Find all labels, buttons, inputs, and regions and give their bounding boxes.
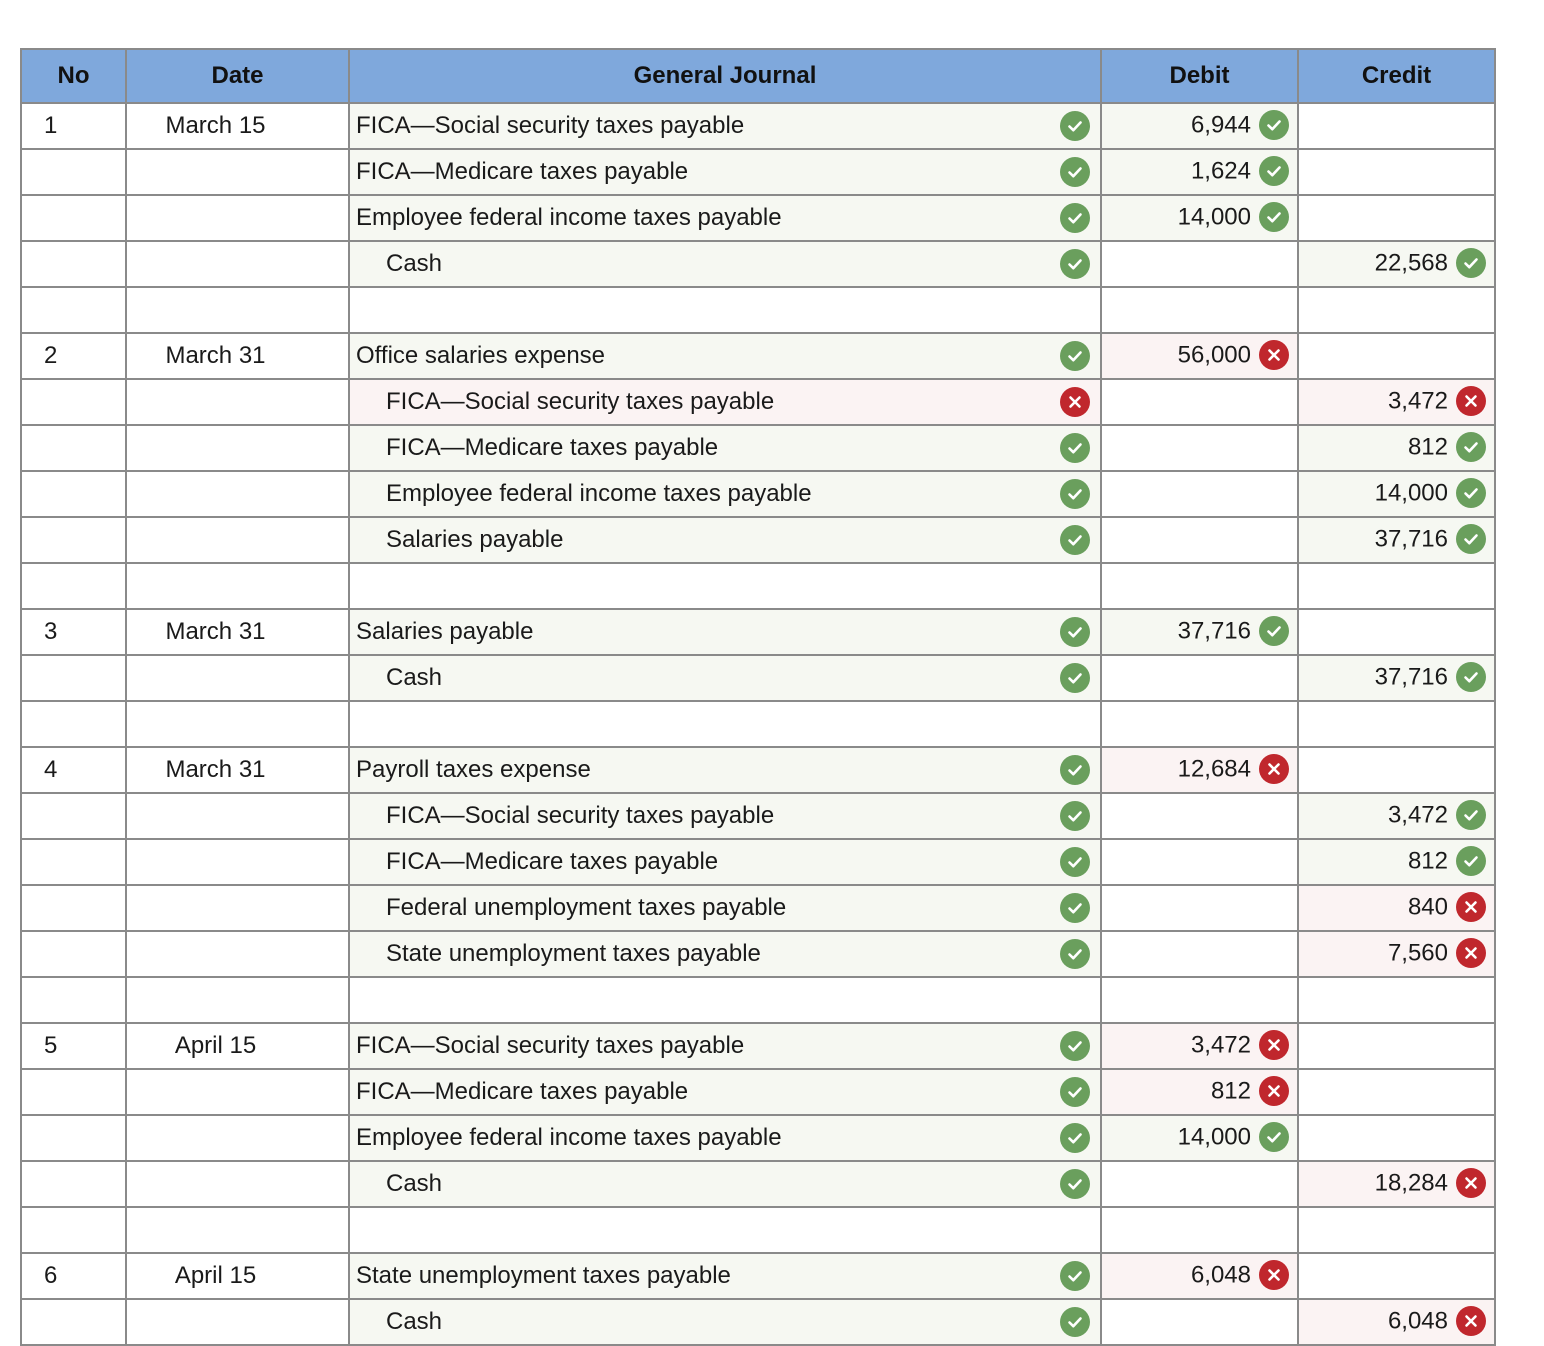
entry-number xyxy=(21,425,126,471)
account-title: Cash xyxy=(386,1308,443,1335)
debit-amount-cell[interactable] xyxy=(1101,609,1298,655)
entry-date: March 15 xyxy=(126,103,349,149)
entry-date: March 31 xyxy=(126,609,349,655)
blank-credit[interactable] xyxy=(1298,287,1495,333)
debit-amount: 6,048 xyxy=(1190,1261,1251,1289)
debit-amount-cell[interactable] xyxy=(1101,1299,1298,1345)
check-circle-icon xyxy=(1259,202,1289,232)
debit-amount-cell[interactable] xyxy=(1101,333,1298,379)
entry-date: March 31 xyxy=(126,747,349,793)
blank-date xyxy=(126,977,349,1023)
credit-amount-cell[interactable] xyxy=(1298,379,1495,425)
credit-amount: 812 xyxy=(1407,847,1448,875)
credit-amount-cell[interactable] xyxy=(1298,931,1495,977)
check-circle-icon xyxy=(1060,801,1090,831)
credit-amount: 6,048 xyxy=(1387,1307,1448,1335)
entry-number xyxy=(21,1299,126,1345)
entry-date xyxy=(126,1299,349,1345)
account-title-cell[interactable] xyxy=(349,1023,1101,1069)
blank-credit[interactable] xyxy=(1298,701,1495,747)
blank-debit[interactable] xyxy=(1101,1207,1298,1253)
credit-amount-cell[interactable] xyxy=(1298,1023,1495,1069)
account-title-cell[interactable] xyxy=(349,1299,1101,1345)
entry-number xyxy=(21,885,126,931)
debit-amount: 6,944 xyxy=(1190,111,1251,139)
blank-row xyxy=(21,563,1495,609)
check-circle-icon xyxy=(1060,479,1090,509)
x-circle-icon xyxy=(1456,1168,1486,1198)
blank-date xyxy=(126,287,349,333)
check-circle-icon xyxy=(1060,1169,1090,1199)
account-title-cell[interactable] xyxy=(349,655,1101,701)
entry-date xyxy=(126,793,349,839)
account-title-cell[interactable] xyxy=(349,793,1101,839)
entry-number xyxy=(21,655,126,701)
debit-amount-cell[interactable] xyxy=(1101,103,1298,149)
blank-debit[interactable] xyxy=(1101,287,1298,333)
x-circle-icon xyxy=(1259,754,1289,784)
check-circle-icon xyxy=(1456,432,1486,462)
check-circle-icon xyxy=(1259,156,1289,186)
credit-amount-cell[interactable] xyxy=(1298,1069,1495,1115)
header-no: No xyxy=(21,49,126,103)
blank-account[interactable] xyxy=(349,701,1101,747)
debit-amount-cell[interactable] xyxy=(1101,839,1298,885)
credit-amount-cell[interactable] xyxy=(1298,149,1495,195)
account-title-cell[interactable] xyxy=(349,1069,1101,1115)
entry-date xyxy=(126,379,349,425)
check-circle-icon xyxy=(1060,1031,1090,1061)
account-title-cell[interactable] xyxy=(349,241,1101,287)
journal-row xyxy=(21,747,1495,793)
debit-amount: 14,000 xyxy=(1177,1123,1251,1151)
header-date: Date xyxy=(126,49,349,103)
journal-row xyxy=(21,379,1495,425)
credit-amount: 37,716 xyxy=(1374,663,1448,691)
x-circle-icon xyxy=(1259,340,1289,370)
credit-amount-cell[interactable] xyxy=(1298,1161,1495,1207)
entry-date: April 15 xyxy=(126,1253,349,1299)
blank-row xyxy=(21,287,1495,333)
entry-number xyxy=(21,1069,126,1115)
credit-amount-cell[interactable] xyxy=(1298,517,1495,563)
credit-amount-cell[interactable] xyxy=(1298,1299,1495,1345)
account-title-cell[interactable] xyxy=(349,839,1101,885)
debit-amount: 812 xyxy=(1210,1077,1251,1105)
check-circle-icon xyxy=(1060,433,1090,463)
journal-row xyxy=(21,793,1495,839)
account-title-cell[interactable] xyxy=(349,1161,1101,1207)
journal-row xyxy=(21,1299,1495,1345)
account-title: Payroll taxes expense xyxy=(356,756,591,783)
check-circle-icon xyxy=(1456,800,1486,830)
check-circle-icon xyxy=(1060,341,1090,371)
journal-table xyxy=(20,48,1496,1346)
entry-number xyxy=(21,195,126,241)
blank-no xyxy=(21,701,126,747)
x-circle-icon xyxy=(1259,1260,1289,1290)
credit-amount-cell[interactable] xyxy=(1298,655,1495,701)
check-circle-icon xyxy=(1060,203,1090,233)
account-title-cell[interactable] xyxy=(349,333,1101,379)
entry-date xyxy=(126,931,349,977)
account-title: FICA—Medicare taxes payable xyxy=(356,158,689,185)
journal-row xyxy=(21,1023,1495,1069)
credit-amount: 812 xyxy=(1407,433,1448,461)
entry-number xyxy=(21,149,126,195)
debit-amount-cell[interactable] xyxy=(1101,241,1298,287)
credit-amount: 18,284 xyxy=(1374,1169,1448,1197)
journal-row xyxy=(21,195,1495,241)
check-circle-icon xyxy=(1060,1077,1090,1107)
blank-row xyxy=(21,977,1495,1023)
blank-debit[interactable] xyxy=(1101,701,1298,747)
entry-number xyxy=(21,1115,126,1161)
blank-account[interactable] xyxy=(349,977,1101,1023)
check-circle-icon xyxy=(1456,662,1486,692)
account-title: Employee federal income taxes payable xyxy=(356,1124,782,1151)
debit-amount: 1,624 xyxy=(1190,157,1251,185)
entry-date xyxy=(126,471,349,517)
blank-row xyxy=(21,1207,1495,1253)
entry-date xyxy=(126,425,349,471)
entry-number xyxy=(21,517,126,563)
journal-body xyxy=(21,103,1495,1345)
credit-amount-cell[interactable] xyxy=(1298,195,1495,241)
check-circle-icon xyxy=(1060,617,1090,647)
blank-credit[interactable] xyxy=(1298,563,1495,609)
blank-date xyxy=(126,563,349,609)
journal-row xyxy=(21,931,1495,977)
account-title: Cash xyxy=(386,1170,443,1197)
entry-date xyxy=(126,241,349,287)
debit-amount-cell[interactable] xyxy=(1101,149,1298,195)
entry-date: March 31 xyxy=(126,333,349,379)
entry-number: 4 xyxy=(21,747,126,793)
debit-amount-cell[interactable] xyxy=(1101,1253,1298,1299)
account-title-cell[interactable] xyxy=(349,517,1101,563)
x-circle-icon xyxy=(1259,1030,1289,1060)
check-circle-icon xyxy=(1060,755,1090,785)
check-circle-icon xyxy=(1456,248,1486,278)
journal-row xyxy=(21,517,1495,563)
account-title: State unemployment taxes payable xyxy=(356,1262,731,1289)
entry-number xyxy=(21,793,126,839)
debit-amount-cell[interactable] xyxy=(1101,885,1298,931)
account-title: FICA—Medicare taxes payable xyxy=(386,848,719,875)
account-title: Employee federal income taxes payable xyxy=(356,204,782,231)
debit-amount-cell[interactable] xyxy=(1101,1115,1298,1161)
debit-amount-cell[interactable] xyxy=(1101,517,1298,563)
account-title-cell[interactable] xyxy=(349,425,1101,471)
credit-amount: 37,716 xyxy=(1374,525,1448,553)
entry-date: April 15 xyxy=(126,1023,349,1069)
entry-number xyxy=(21,931,126,977)
journal-row xyxy=(21,1161,1495,1207)
blank-no xyxy=(21,563,126,609)
blank-account[interactable] xyxy=(349,1207,1101,1253)
credit-amount: 14,000 xyxy=(1374,479,1448,507)
x-circle-icon xyxy=(1456,892,1486,922)
journal-row xyxy=(21,1069,1495,1115)
x-circle-icon xyxy=(1456,938,1486,968)
credit-amount: 3,472 xyxy=(1387,387,1448,415)
blank-debit[interactable] xyxy=(1101,977,1298,1023)
account-title-cell[interactable] xyxy=(349,379,1101,425)
check-circle-icon xyxy=(1060,1307,1090,1337)
entry-number xyxy=(21,241,126,287)
entry-date xyxy=(126,195,349,241)
account-title: Salaries payable xyxy=(356,618,534,645)
credit-amount-cell[interactable] xyxy=(1298,241,1495,287)
account-title: FICA—Social security taxes payable xyxy=(386,802,775,829)
blank-no xyxy=(21,977,126,1023)
entry-number: 5 xyxy=(21,1023,126,1069)
credit-amount-cell[interactable] xyxy=(1298,103,1495,149)
account-title: Salaries payable xyxy=(386,526,564,553)
journal-row xyxy=(21,471,1495,517)
debit-amount-cell[interactable] xyxy=(1101,471,1298,517)
credit-amount-cell[interactable] xyxy=(1298,333,1495,379)
credit-amount: 22,568 xyxy=(1374,249,1448,277)
entry-date xyxy=(126,1161,349,1207)
account-title: Office salaries expense xyxy=(356,342,606,369)
entry-date xyxy=(126,885,349,931)
credit-amount-cell[interactable] xyxy=(1298,839,1495,885)
account-title: FICA—Medicare taxes payable xyxy=(386,434,719,461)
credit-amount-cell[interactable] xyxy=(1298,609,1495,655)
account-title: FICA—Social security taxes payable xyxy=(386,388,775,415)
journal-row xyxy=(21,425,1495,471)
credit-amount: 840 xyxy=(1407,893,1448,921)
account-title: State unemployment taxes payable xyxy=(386,940,761,967)
account-title-cell[interactable] xyxy=(349,1253,1101,1299)
check-circle-icon xyxy=(1259,1122,1289,1152)
entry-number: 6 xyxy=(21,1253,126,1299)
credit-amount-cell[interactable] xyxy=(1298,885,1495,931)
entry-date xyxy=(126,517,349,563)
check-circle-icon xyxy=(1456,846,1486,876)
journal-row xyxy=(21,885,1495,931)
journal-row xyxy=(21,655,1495,701)
check-circle-icon xyxy=(1259,110,1289,140)
debit-amount: 14,000 xyxy=(1177,203,1251,231)
blank-account[interactable] xyxy=(349,287,1101,333)
blank-credit[interactable] xyxy=(1298,977,1495,1023)
journal-row xyxy=(21,1253,1495,1299)
account-title-cell[interactable] xyxy=(349,885,1101,931)
blank-debit[interactable] xyxy=(1101,563,1298,609)
check-circle-icon xyxy=(1060,525,1090,555)
entry-number xyxy=(21,1161,126,1207)
debit-amount-cell[interactable] xyxy=(1101,195,1298,241)
account-title-cell[interactable] xyxy=(349,195,1101,241)
debit-amount: 3,472 xyxy=(1190,1031,1251,1059)
entry-number: 3 xyxy=(21,609,126,655)
credit-amount: 3,472 xyxy=(1387,801,1448,829)
debit-amount: 12,684 xyxy=(1177,755,1251,783)
account-title: FICA—Social security taxes payable xyxy=(356,1032,745,1059)
check-circle-icon xyxy=(1060,939,1090,969)
credit-amount: 7,560 xyxy=(1387,939,1448,967)
account-title: FICA—Social security taxes payable xyxy=(356,112,745,139)
credit-amount-cell[interactable] xyxy=(1298,471,1495,517)
blank-row xyxy=(21,701,1495,747)
debit-amount: 56,000 xyxy=(1177,341,1251,369)
account-title: Federal unemployment taxes payable xyxy=(386,894,787,921)
account-title: FICA—Medicare taxes payable xyxy=(356,1078,689,1105)
journal-row xyxy=(21,149,1495,195)
debit-amount-cell[interactable] xyxy=(1101,1161,1298,1207)
journal-row xyxy=(21,839,1495,885)
check-circle-icon xyxy=(1060,847,1090,877)
debit-amount-cell[interactable] xyxy=(1101,931,1298,977)
account-title: Cash xyxy=(386,250,443,277)
x-circle-icon xyxy=(1259,1076,1289,1106)
blank-date xyxy=(126,701,349,747)
entry-date xyxy=(126,1115,349,1161)
check-circle-icon xyxy=(1060,663,1090,693)
check-circle-icon xyxy=(1060,1261,1090,1291)
account-title: Employee federal income taxes payable xyxy=(386,480,812,507)
entry-number: 2 xyxy=(21,333,126,379)
entry-date xyxy=(126,839,349,885)
journal-row xyxy=(21,1115,1495,1161)
debit-amount-cell[interactable] xyxy=(1101,1023,1298,1069)
blank-credit[interactable] xyxy=(1298,1207,1495,1253)
x-circle-icon xyxy=(1456,1306,1486,1336)
blank-date xyxy=(126,1207,349,1253)
header-general-journal: General Journal xyxy=(349,49,1101,103)
check-circle-icon xyxy=(1060,157,1090,187)
blank-account[interactable] xyxy=(349,563,1101,609)
credit-amount-cell[interactable] xyxy=(1298,747,1495,793)
blank-no xyxy=(21,1207,126,1253)
account-title-cell[interactable] xyxy=(349,609,1101,655)
journal-row xyxy=(21,609,1495,655)
check-circle-icon xyxy=(1060,1123,1090,1153)
x-circle-icon xyxy=(1060,387,1090,417)
general-journal xyxy=(20,48,1496,1346)
check-circle-icon xyxy=(1060,249,1090,279)
debit-amount-cell[interactable] xyxy=(1101,425,1298,471)
journal-row xyxy=(21,241,1495,287)
blank-no xyxy=(21,287,126,333)
credit-amount-cell[interactable] xyxy=(1298,1253,1495,1299)
check-circle-icon xyxy=(1456,478,1486,508)
check-circle-icon xyxy=(1456,524,1486,554)
debit-amount-cell[interactable] xyxy=(1101,1069,1298,1115)
entry-number: 1 xyxy=(21,103,126,149)
debit-amount-cell[interactable] xyxy=(1101,379,1298,425)
check-circle-icon xyxy=(1060,893,1090,923)
account-title-cell[interactable] xyxy=(349,747,1101,793)
entry-number xyxy=(21,471,126,517)
debit-amount: 37,716 xyxy=(1177,617,1251,645)
account-title-cell[interactable] xyxy=(349,931,1101,977)
header-row xyxy=(21,49,1495,103)
entry-date xyxy=(126,655,349,701)
journal-row xyxy=(21,333,1495,379)
account-title: Cash xyxy=(386,664,443,691)
credit-amount-cell[interactable] xyxy=(1298,425,1495,471)
check-circle-icon xyxy=(1060,111,1090,141)
credit-amount-cell[interactable] xyxy=(1298,793,1495,839)
account-title-cell[interactable] xyxy=(349,149,1101,195)
check-circle-icon xyxy=(1259,616,1289,646)
x-circle-icon xyxy=(1456,386,1486,416)
entry-date xyxy=(126,149,349,195)
account-title-cell[interactable] xyxy=(349,103,1101,149)
account-title-cell[interactable] xyxy=(349,1115,1101,1161)
header-credit: Credit xyxy=(1298,49,1495,103)
journal-row xyxy=(21,103,1495,149)
credit-amount-cell[interactable] xyxy=(1298,1115,1495,1161)
entry-number xyxy=(21,379,126,425)
debit-amount-cell[interactable] xyxy=(1101,655,1298,701)
debit-amount-cell[interactable] xyxy=(1101,747,1298,793)
header-debit: Debit xyxy=(1101,49,1298,103)
account-title-cell[interactable] xyxy=(349,471,1101,517)
entry-number xyxy=(21,839,126,885)
debit-amount-cell[interactable] xyxy=(1101,793,1298,839)
entry-date xyxy=(126,1069,349,1115)
